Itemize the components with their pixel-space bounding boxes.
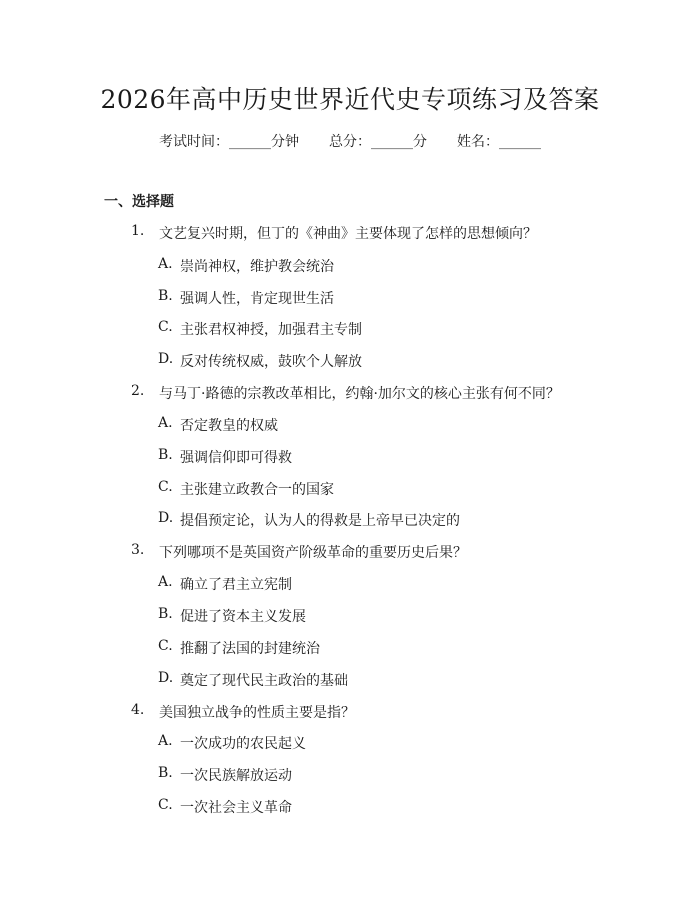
- question-text: 美国独立战争的性质主要是指？: [159, 705, 355, 721]
- score-blank: ______: [371, 134, 413, 150]
- option-letter: C.: [158, 797, 173, 813]
- score-unit: 分: [413, 134, 427, 150]
- option-letter: A.: [158, 574, 173, 590]
- option-letter: D.: [158, 510, 174, 526]
- question-4: [131, 702, 651, 722]
- option-letter: A.: [158, 256, 173, 272]
- option-text: 确立了君主立宪制: [180, 577, 292, 593]
- option-2-a: [158, 415, 638, 435]
- option-text: 强调信仰即可得救: [180, 450, 292, 466]
- question-1: [131, 223, 651, 243]
- option-3-c: [158, 638, 638, 658]
- option-2-b: [158, 447, 638, 467]
- option-letter: B.: [158, 288, 173, 304]
- option-letter: B.: [158, 606, 173, 622]
- option-text: 推翻了法国的封建统治: [180, 641, 320, 657]
- option-letter: D.: [158, 351, 174, 367]
- section-heading: 一、选择题: [104, 194, 174, 210]
- option-text: 促进了资本主义发展: [180, 609, 306, 625]
- question-text: 下列哪项不是英国资产阶级革命的重要历史后果？: [159, 545, 467, 561]
- question-2: [131, 383, 671, 403]
- option-letter: C.: [158, 319, 173, 335]
- option-letter: D.: [158, 670, 174, 686]
- option-1-d: [158, 351, 638, 371]
- option-letter: A.: [158, 415, 173, 431]
- option-3-d: [158, 670, 638, 690]
- time-unit: 分钟: [271, 134, 299, 150]
- option-1-a: [158, 256, 638, 276]
- option-text: 奠定了现代民主政治的基础: [180, 673, 348, 689]
- option-letter: C.: [158, 638, 173, 654]
- option-2-d: [158, 510, 638, 530]
- question-number: 1.: [131, 223, 145, 239]
- question-number: 4.: [131, 702, 145, 718]
- option-text: 强调人性，肯定现世生活: [180, 291, 334, 307]
- question-text: 与马丁·路德的宗教改革相比，约翰·加尔文的核心主张有何不同？: [159, 386, 560, 402]
- option-letter: A.: [158, 733, 173, 749]
- option-letter: B.: [158, 447, 173, 463]
- option-4-c: [158, 797, 638, 817]
- option-4-b: [158, 765, 638, 785]
- option-text: 反对传统权威，鼓吹个人解放: [180, 354, 362, 370]
- option-text: 一次成功的农民起义: [180, 736, 306, 752]
- name-blank: ______: [499, 134, 541, 150]
- option-text: 一次社会主义革命: [180, 800, 292, 816]
- option-text: 一次民族解放运动: [180, 768, 292, 784]
- option-text: 主张君权神授，加强君主专制: [180, 322, 362, 338]
- option-1-c: [158, 319, 638, 339]
- option-text: 否定教皇的权威: [180, 418, 278, 434]
- name-label: 姓名：: [457, 134, 499, 150]
- exam-meta-line: [0, 131, 700, 151]
- page-title: 2026年高中历史世界近代史专项练习及答案: [100, 85, 600, 114]
- question-3: [131, 542, 651, 562]
- option-4-a: [158, 733, 638, 753]
- option-text: 主张建立政教合一的国家: [180, 482, 334, 498]
- option-text: 提倡预定论，认为人的得救是上帝早已决定的: [180, 513, 460, 529]
- option-text: 崇尚神权，维护教会统治: [180, 259, 334, 275]
- question-number: 3.: [131, 542, 145, 558]
- time-blank: ______: [229, 134, 271, 150]
- option-3-b: [158, 606, 638, 626]
- option-letter: C.: [158, 479, 173, 495]
- option-2-c: [158, 479, 638, 499]
- question-number: 2.: [131, 383, 145, 399]
- option-letter: B.: [158, 765, 173, 781]
- option-1-b: [158, 288, 638, 308]
- question-text: 文艺复兴时期，但丁的《神曲》主要体现了怎样的思想倾向？: [159, 226, 537, 242]
- score-label: 总分：: [329, 134, 371, 150]
- option-3-a: [158, 574, 638, 594]
- time-label: 考试时间：: [159, 134, 229, 150]
